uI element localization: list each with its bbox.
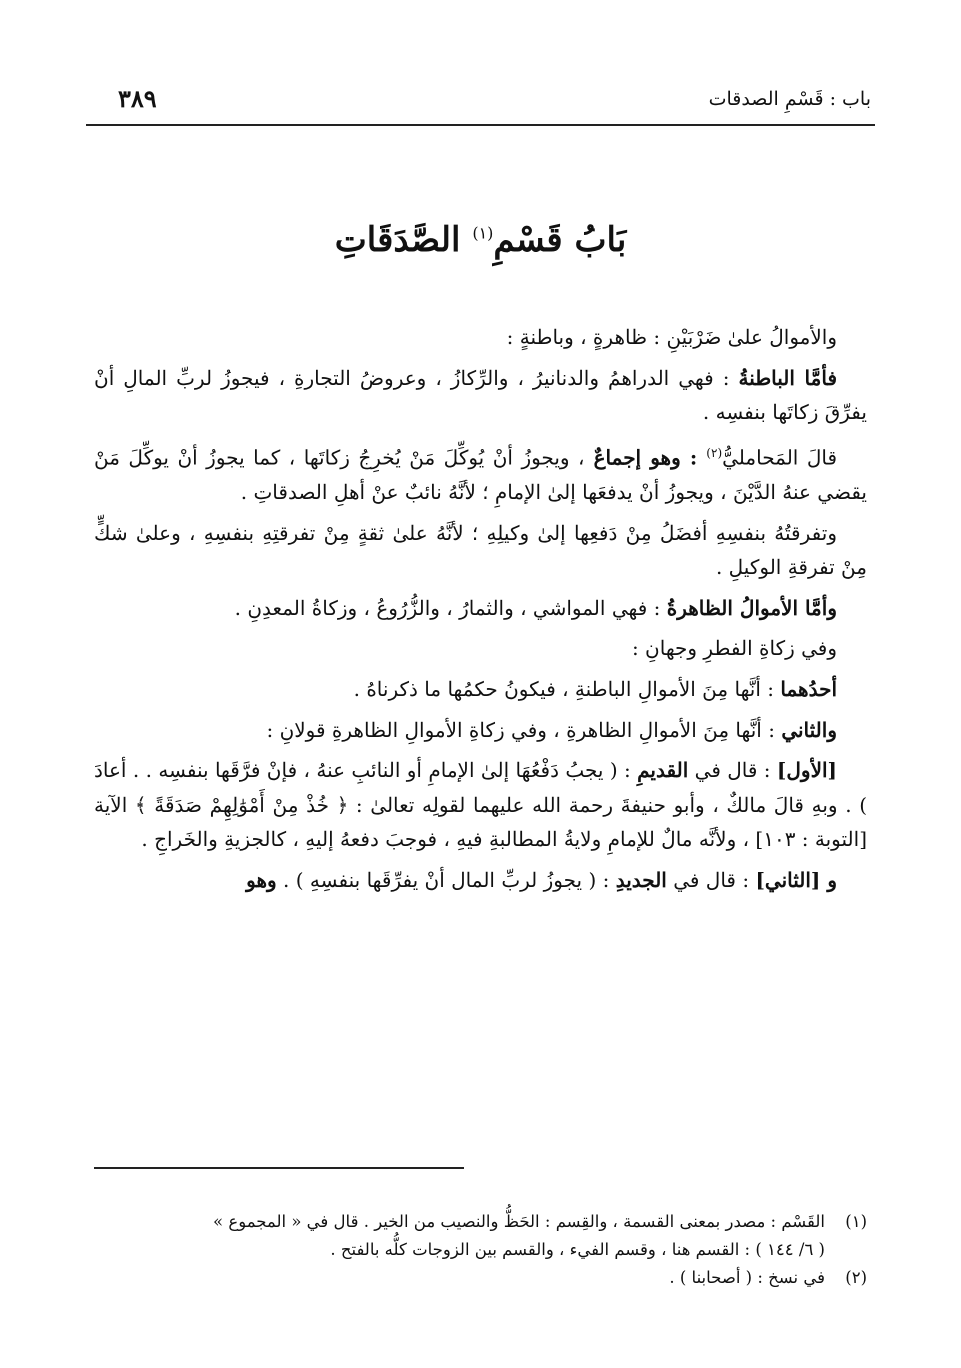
chapter-title-start: بَابُ قَسْمِ <box>493 220 627 260</box>
paragraph-text: ، ويجوزُ أنْ يُوكِّلَ مَنْ يُخرِجُ زكاتَها ، كما يجوزُ أنْ يوكِّلَ مَنْ يقضي عنهُ الدَّيْنَ ، ويجوزُ أنْ يدفعَها إلىٰ الإمامِ ؛ لأنَّهُ نائبٌ عنْ أهلِ الصدقاتِ . <box>94 445 867 505</box>
footnote-text: في نسخ : ( أصحابنا ) . <box>669 1268 825 1287</box>
paragraph-text: : قال في <box>688 758 777 783</box>
paragraph-text: : ( يجبُ دَفْعُهَا إلىٰ الإمامِ أو النائبِ عنهُ ، فإنْ فرَّقَها بنفسِه . . أعادَ ) . وبهِ قالَ مالكٌ ، وأبو حنيفةَ رحمة الله عليهما لقولِه تعالىٰ : ﴿ خُذْ مِنْ أَمْوَٰلِهِمْ صَدَقَةً ﴾ الآية [التوبة : ١٠٣] ، ولأنَّه مالٌ للإمامِ ولايةُ المطالبةِ فيهِ ، فوجبَ دفعهُ إليهِ ، كالجزيةِ والخَراجِ . <box>94 758 867 852</box>
paragraph-bold: الجديدِ <box>615 867 667 892</box>
footnote-divider <box>94 1167 464 1169</box>
paragraph-text: : أنَّها مِنَ الأموالِ الظاهرةِ ، وفي زكاةِ الأموالِ الظاهرةِ قولانِ : <box>266 717 782 742</box>
paragraph-lead: والثاني <box>781 717 837 742</box>
paragraph-7 <box>94 672 867 707</box>
paragraph-bold: القديمِ <box>637 758 689 783</box>
footnote-text: القَسْم : مصدر بمعنى القسمة ، والقِسم : الحَظُّ والنصيب من الخير . قال في « المجموع » <box>213 1212 825 1231</box>
footnote-1 <box>94 1208 867 1264</box>
footnote-number: (٢) <box>845 1268 867 1287</box>
paragraph-10 <box>94 863 867 898</box>
running-header-title: باب : قَسْمِ الصدقات <box>708 88 871 110</box>
footnotes <box>94 1208 867 1292</box>
paragraph-lead: وأمَّا الأموالُ الظاهرةُ <box>666 595 837 620</box>
paragraph-text: : قال في <box>666 867 756 892</box>
paragraph-text: قالَ المَحامليُّ <box>722 445 838 470</box>
footnote-number: (١) <box>845 1212 867 1231</box>
main-text <box>94 320 867 898</box>
paragraph-text: وتفرقتُهُ بنفسِهِ أفضَلُ مِنْ دَفعِها إلىٰ وكيلِهِ ؛ لأنَّهُ علىٰ ثقةٍ مِنْ تفرقتِهِ بنفسِهِ ، وعلىٰ شكٍّ مِنْ تفرقةِ الوكيلِ . <box>94 520 867 580</box>
paragraph-5 <box>94 591 867 626</box>
paragraph-1 <box>94 320 867 355</box>
header-divider <box>86 124 875 126</box>
chapter-title-end: الصَّدَقَاتِ <box>334 220 461 260</box>
footnote-ref: (٢) <box>706 445 723 460</box>
chapter-title <box>0 220 961 260</box>
paragraph-text: وفي زكاةِ الفطرِ وجهانِ : <box>631 636 837 661</box>
paragraph-3 <box>94 436 867 510</box>
paragraph-text: والأموالُ علىٰ ضَرْبَيْنِ : ظاهرةٍ ، وباطنةٍ : <box>506 325 837 349</box>
paragraph-4 <box>94 516 867 585</box>
footnote-2 <box>94 1264 867 1292</box>
footnote-text-continued: ( ٦/ ١٤٤ ) : القسم هنا ، وقسم الفيء ، والقسم بين الزوجات كلُّه بالفتح . <box>330 1240 825 1259</box>
paragraph-lead: فأمَّا الباطنةُ <box>738 365 837 390</box>
paragraph-2 <box>94 361 867 430</box>
paragraph-8 <box>94 713 867 748</box>
chapter-footnote-ref: (١) <box>472 223 494 243</box>
paragraph-bold-end: وهو <box>246 867 277 892</box>
paragraph-text: : أنَّها مِنَ الأموالِ الباطنةِ ، فيكونُ حكمُها ما ذكرناهُ . <box>353 677 781 701</box>
paragraph-text: : ( يجوزُ لربِّ المال أنْ يفرِّقَها بنفسِهِ ) . <box>276 867 616 892</box>
page-number: ٣٨٩ <box>118 84 157 113</box>
paragraph-text: : فهي الدراهمُ والدنانيرُ ، والرِّكازُ ، وعروضُ التجارةِ ، فيجوزُ لربِّ المالِ أنْ يفرِّقَ زكاتَها بنفسِه . <box>94 365 867 425</box>
paragraph-lead: و [الثاني] <box>755 867 837 892</box>
paragraph-9 <box>94 753 867 857</box>
paragraph-bold: : وهو إجماعٌ <box>584 445 707 470</box>
paragraph-6 <box>94 631 867 666</box>
paragraph-lead: [الأول] <box>776 758 837 783</box>
paragraph-lead: أحدُهما <box>780 677 837 701</box>
paragraph-text: : فهي المواشي ، والثمارُ ، والزُّرُوعُ ، وزكاةُ المعدِنِ . <box>234 595 667 620</box>
